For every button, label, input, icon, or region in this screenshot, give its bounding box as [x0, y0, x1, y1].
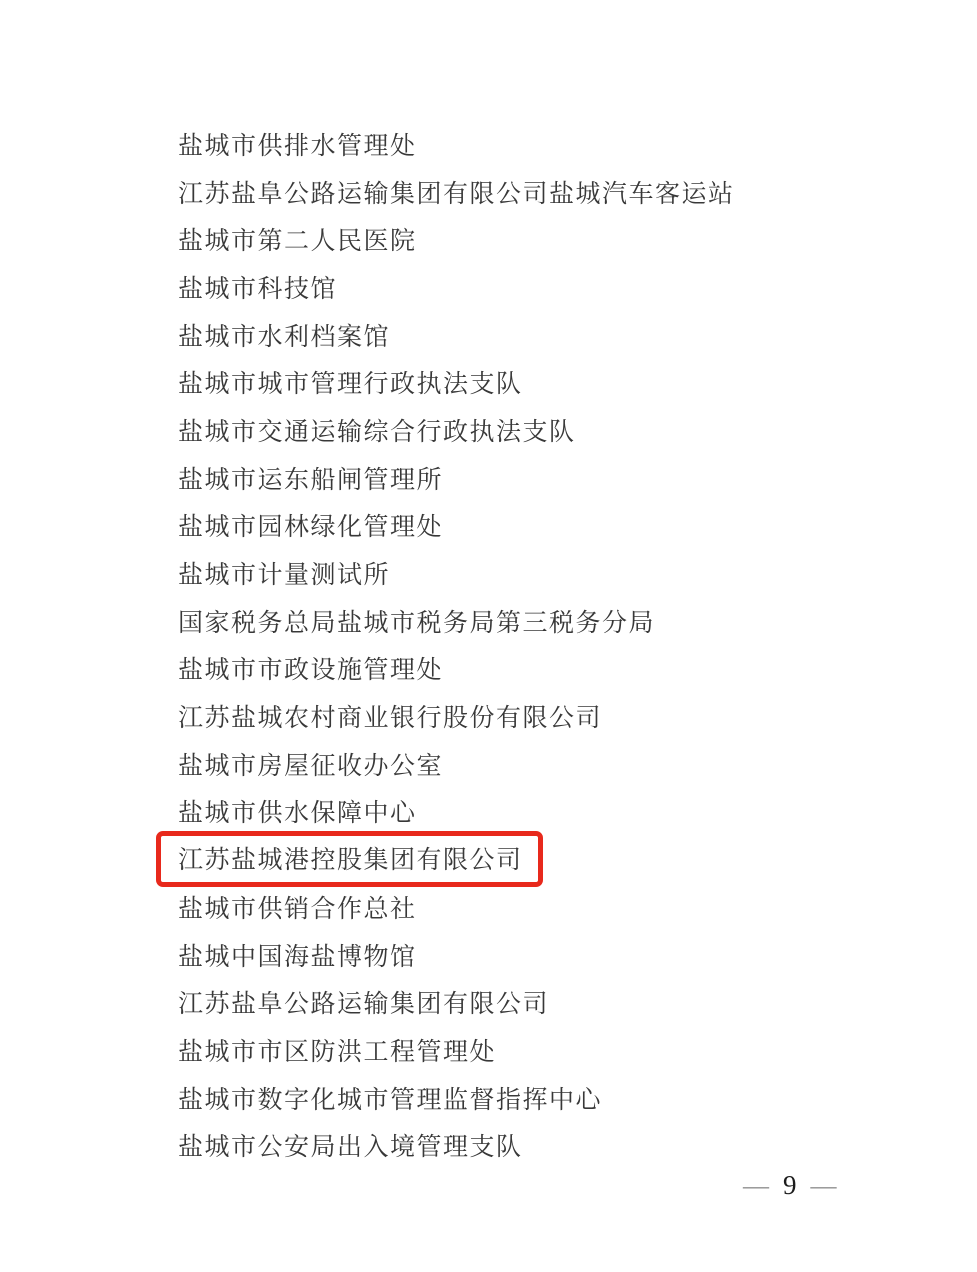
org-name: 盐城市交通运输综合行政执法支队: [178, 418, 576, 446]
list-item: [178, 454, 947, 502]
org-name: 盐城市供销合作总社: [178, 895, 417, 923]
list-item: [178, 120, 947, 168]
list-item: [178, 740, 947, 788]
list-item: [178, 215, 947, 263]
list-item: [178, 549, 947, 597]
org-name: 盐城市运东船闸管理所: [178, 466, 444, 494]
list-item: [178, 978, 947, 1026]
list-item: [178, 645, 947, 693]
org-name: 盐城市房屋征收办公室: [178, 752, 444, 780]
org-name: 盐城市科技馆: [178, 275, 338, 303]
list-item: [178, 263, 947, 311]
page-number-dash-right: —: [810, 1170, 837, 1200]
list-item: [178, 788, 947, 836]
org-name: 盐城市数字化城市管理监督指挥中心: [178, 1086, 603, 1114]
org-name: 江苏盐城农村商业银行股份有限公司: [178, 705, 603, 733]
list-item: [178, 502, 947, 550]
page-number-value: 9: [783, 1170, 797, 1200]
org-name: 盐城市水利档案馆: [178, 323, 391, 351]
org-name: 盐城中国海盐博物馆: [178, 943, 417, 971]
org-name: 盐城市供水保障中心: [178, 800, 417, 828]
highlight-box: [156, 831, 543, 887]
org-name: 盐城市计量测试所: [178, 562, 391, 590]
org-name: 国家税务总局盐城市税务局第三税务分局: [178, 609, 656, 637]
org-name: 盐城市市区防洪工程管理处: [178, 1038, 497, 1066]
org-name: 江苏盐阜公路运输集团有限公司: [178, 991, 550, 1019]
list-item: [178, 692, 947, 740]
org-name: 盐城市城市管理行政执法支队: [178, 371, 523, 399]
list-item: [178, 168, 947, 216]
org-name: 盐城市园林绿化管理处: [178, 514, 444, 542]
page-number: [743, 1170, 837, 1201]
list-item: [178, 883, 947, 931]
list-item: [178, 1074, 947, 1122]
list-item: [178, 358, 947, 406]
list-item: [178, 406, 947, 454]
list-item: [178, 311, 947, 359]
org-name: 江苏盐阜公路运输集团有限公司盐城汽车客运站: [178, 180, 735, 208]
list-item: [178, 835, 947, 883]
list-item: [178, 1026, 947, 1074]
page-number-dash-left: —: [743, 1170, 769, 1200]
org-name: 盐城市供排水管理处: [178, 132, 417, 160]
org-name: 盐城市第二人民医院: [178, 228, 417, 256]
organization-list: [178, 120, 947, 1169]
list-item: [178, 1121, 947, 1169]
org-name: 江苏盐城港控股集团有限公司: [178, 847, 523, 875]
org-name: 盐城市市政设施管理处: [178, 657, 444, 685]
list-item: [178, 931, 947, 979]
list-item: [178, 597, 947, 645]
org-name: 盐城市公安局出入境管理支队: [178, 1134, 523, 1162]
